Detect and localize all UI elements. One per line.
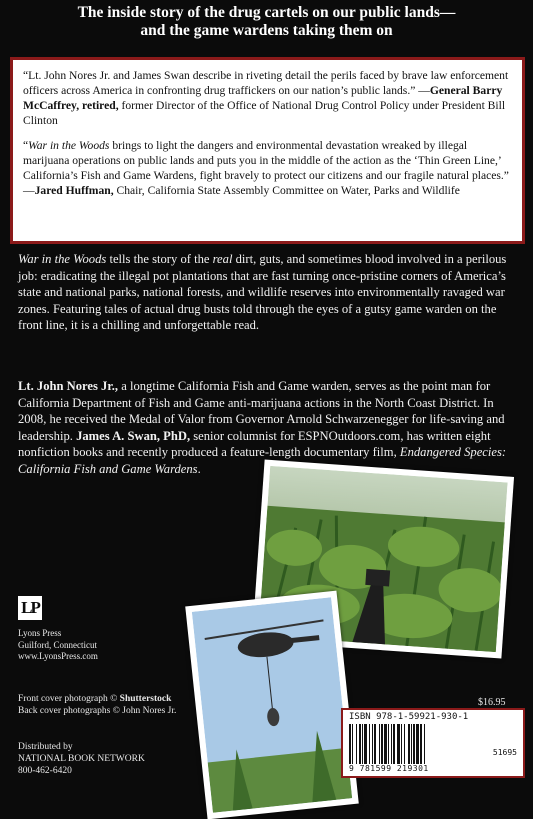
barcode-digits: 9 781599 219301: [349, 764, 429, 773]
endorsement-1-text: “Lt. John Nores Jr. and James Swan describe in riveting detail the perils faced by brave law enforcement officers across America in confronting drug traffickers on our nation’s public lands.” —: [23, 69, 509, 97]
back-cover-credit: Back cover photographs © John Nores Jr.: [18, 706, 177, 716]
documentary-title: Endangered Species: California Fish and Game Wardens: [18, 445, 507, 476]
distribution-info: [18, 741, 145, 777]
front-cover-credit: [18, 693, 176, 705]
description-text-2: dirt, guts, and sometimes blood involved in a perilous job: eradicating the illegal pot plantations that are fast turning once-pristine corners of America’s state and national parks, national forests, and wildlife reserves into environmentally ravaged war zones. Featuring tales of actual drug busts told through the eyes of a gutsy game warden on the front line, it is a chilling and unforgettable read.: [18, 252, 507, 332]
isbn-text: ISBN 978-1-59921-930-1: [349, 712, 469, 722]
description-emphasis: real: [212, 252, 233, 266]
photo-credits: [18, 693, 176, 717]
publisher-info: [18, 628, 98, 663]
barcode-box: [341, 708, 525, 778]
author-1-bio: a longtime California Fish and Game warden, serves as the point man for California Department of Fish and Game anti-marijuana actions in the North Coast District. In 2008, he received the Medal of Valor from Governor Arnold Schwarzenegger for life-saving and leadership.: [18, 379, 505, 443]
endorsement-1-attribution: General Barry McCaffrey, retired,: [23, 84, 503, 112]
endorsement-1-role: former Director of the Office of National Drug Control Policy under President Bill Clinton: [23, 99, 506, 127]
bio-period: .: [197, 461, 201, 476]
helicopter-photo: [185, 591, 359, 819]
publisher-city: Guilford, Connecticut: [18, 639, 97, 650]
description-text-1: tells the story of the: [106, 252, 213, 266]
book-description: [18, 251, 518, 334]
endorsement-2: [23, 138, 514, 198]
distributor-phone: 800-462-6420: [18, 766, 72, 776]
description-book-title: War in the Woods: [18, 252, 107, 266]
endorsement-box: [10, 57, 525, 244]
front-cover-credit-brand: Shutterstock: [119, 694, 172, 704]
distributor-name: NATIONAL BOOK NETWORK: [18, 754, 145, 764]
endorsement-2-role: Chair, California State Assembly Committee on Water, Parks and Wildlife: [113, 184, 460, 197]
author-1-name: Lt. John Nores Jr.,: [18, 379, 119, 393]
endorsement-1: [23, 68, 514, 128]
endorsement-2-attribution: Jared Huffman,: [34, 184, 114, 197]
barcode-price-code: 51695: [492, 748, 517, 757]
barcode-icon: [349, 724, 517, 764]
author-2-bio: senior columnist for ESPNOutdoors.com, has written eight nonfiction books and recently produced a feature-length documentary film,: [18, 428, 491, 459]
endorsement-2-open-quote: “: [23, 139, 29, 152]
front-cover-credit-text: Front cover photograph ©: [18, 694, 120, 704]
endorsement-2-text: brings to light the dangers and environmental devastation wreaked by illegal marijuana operations on public lands and puts you in the middle of the action as the ‘Thin Green Line,’ California’s Fish and Game Wardens, fight bravely to protect our citizens and our fragile natural places.” —: [23, 139, 509, 197]
headline-line-2: and the game wardens taking them on: [140, 22, 393, 39]
endorsement-2-book-title: War in the Woods: [28, 139, 110, 152]
headline-line-1: The inside story of the drug cartels on our public lands—: [77, 4, 456, 21]
price: $16.95: [478, 697, 506, 708]
headline: [0, 4, 533, 40]
author-2-name: James A. Swan, PhD,: [76, 428, 191, 443]
lyons-press-logo: LP: [18, 596, 42, 620]
publisher-name: Lyons Press: [18, 628, 62, 638]
publisher-website: www.LyonsPress.com: [18, 651, 98, 661]
distributed-by: Distributed by: [18, 742, 73, 752]
